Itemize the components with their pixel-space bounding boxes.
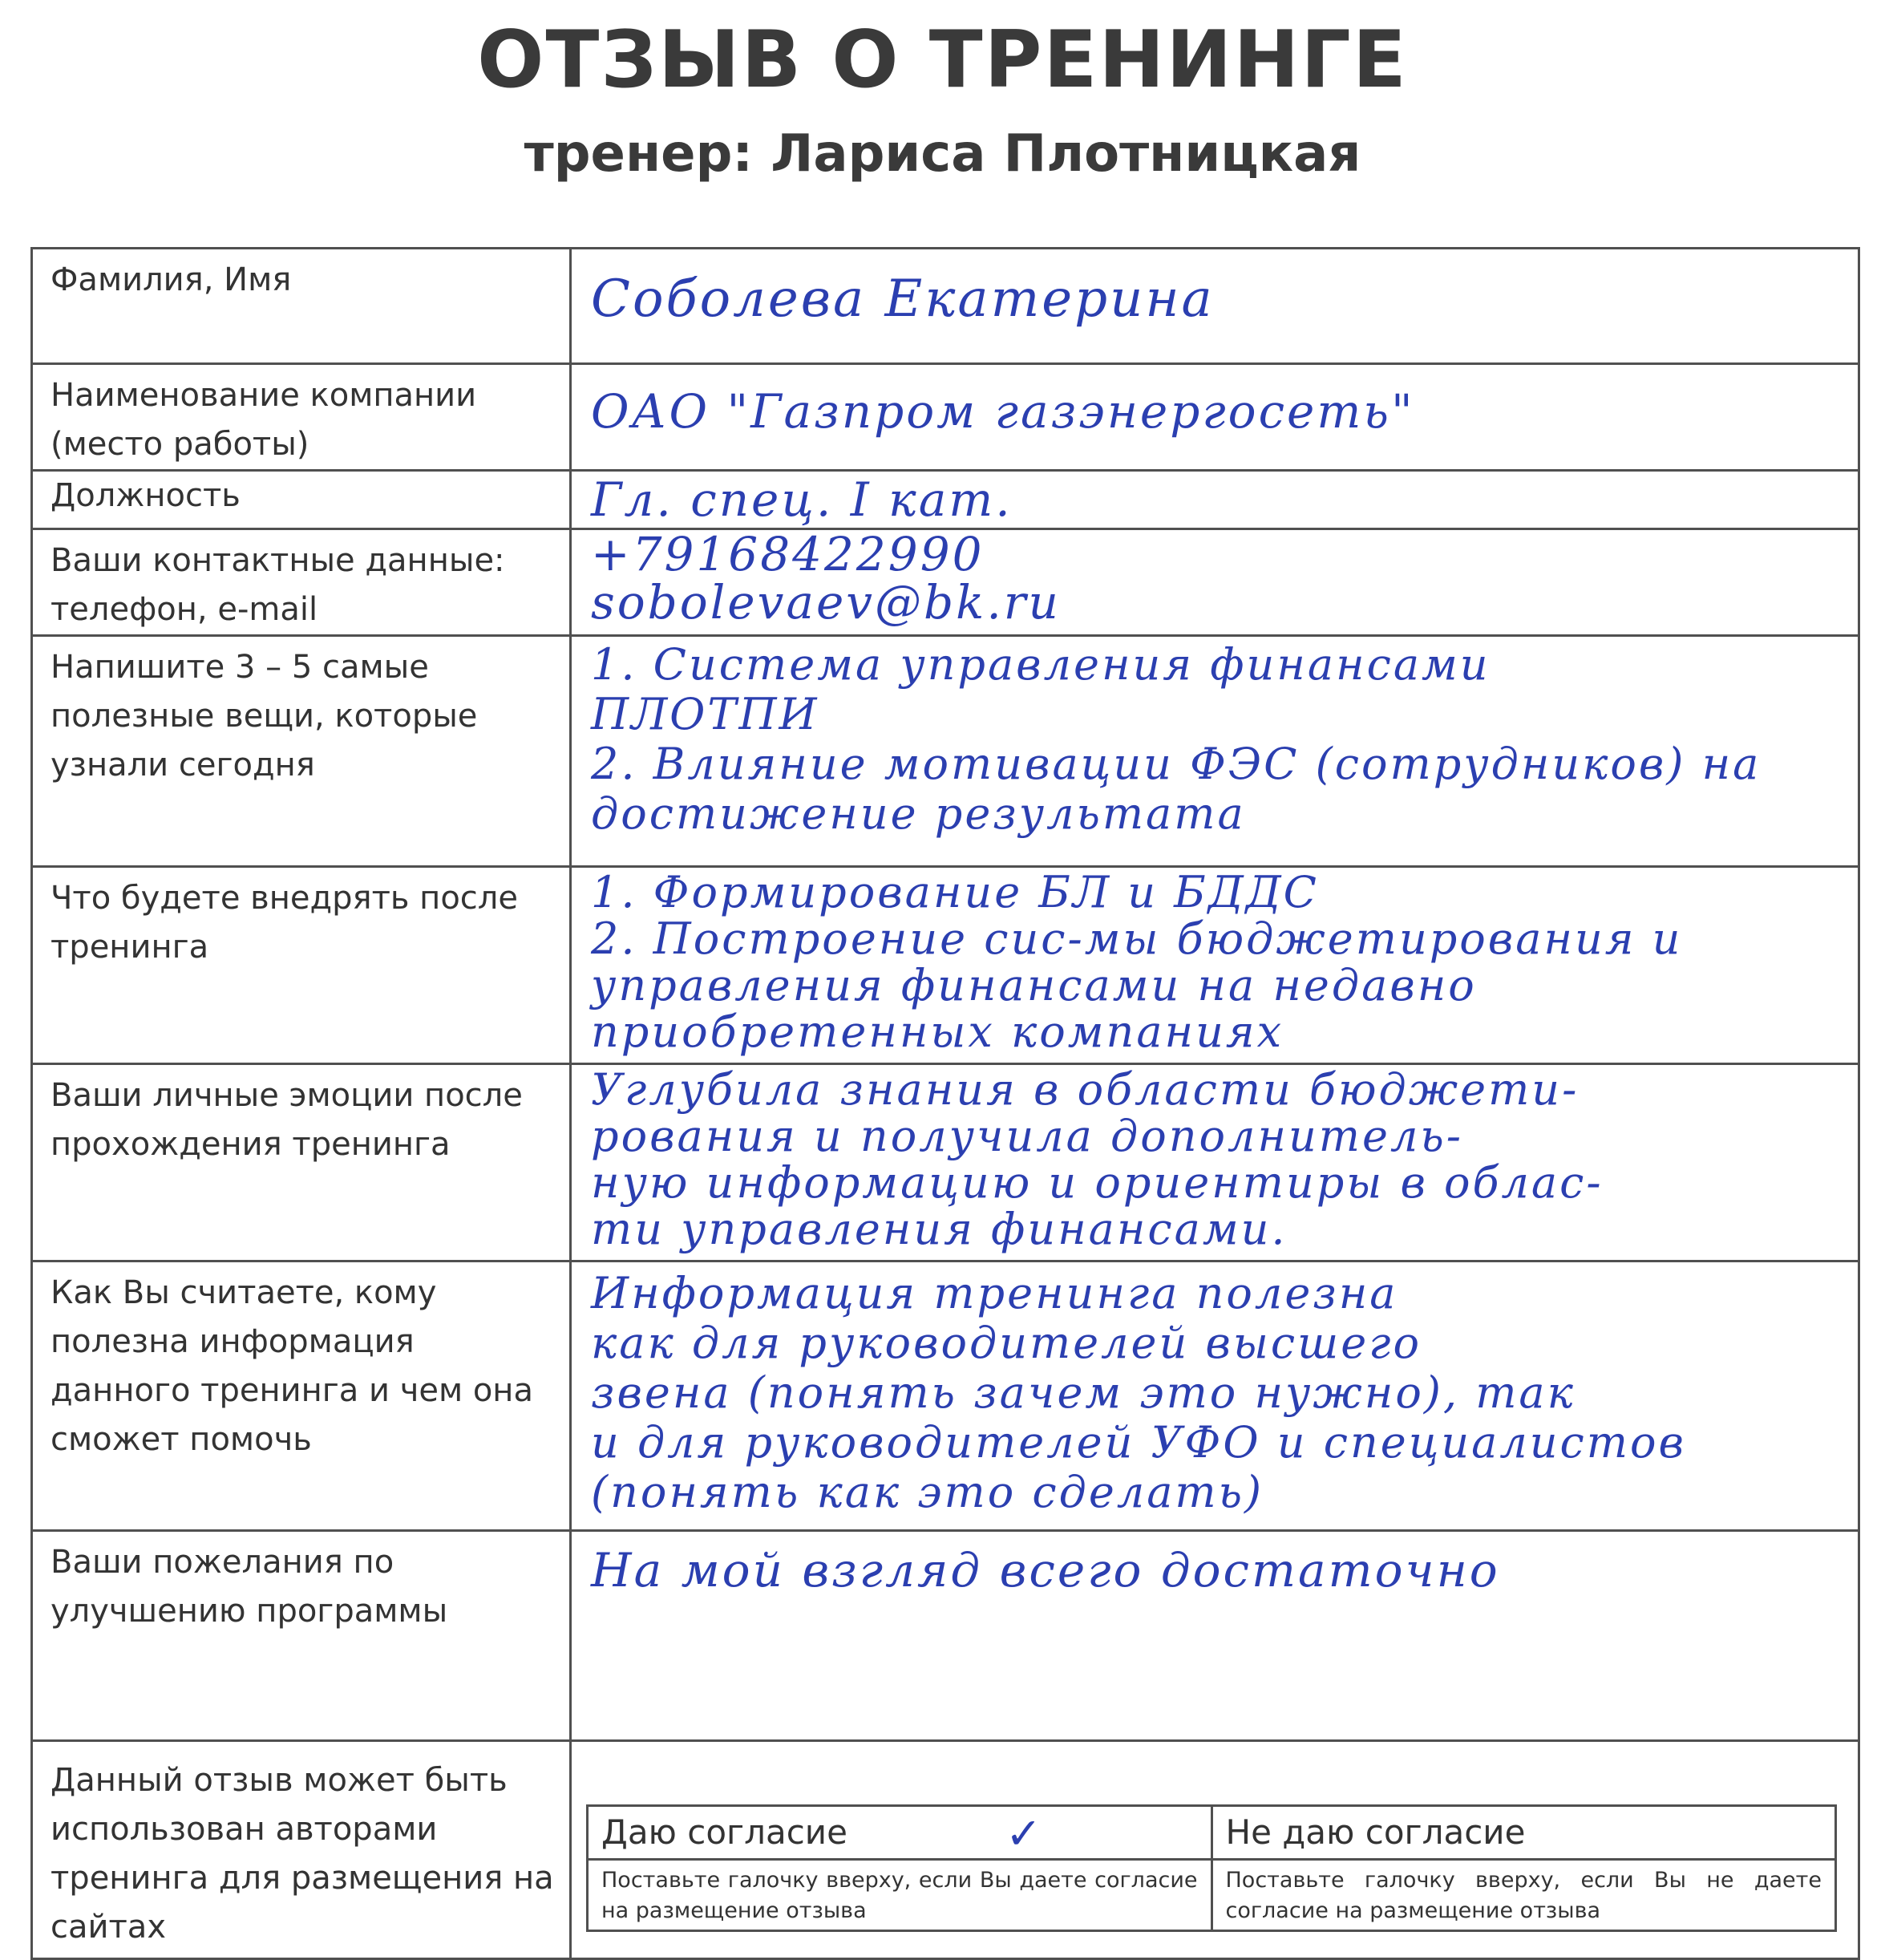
consent-block (572, 1742, 1858, 1932)
agree-header[interactable] (589, 1807, 1211, 1858)
disagree-header[interactable] (1213, 1807, 1835, 1858)
form-row-position (32, 471, 1859, 529)
answer-cell[interactable] (571, 364, 1859, 471)
field-label-useful-things: Напишите 3 – 5 самые полезные вещи, которые узнали сегодня (51, 649, 478, 784)
label-cell (32, 636, 571, 867)
answer-emotions: Углубила знания в области бюджети- рования и получила дополнитель- ную информацию и ориентиры в облас- ти управления финансами. (591, 1064, 1604, 1254)
form-row-company (32, 364, 1859, 471)
form-row-consent (32, 1741, 1859, 1959)
answer-cell[interactable] (571, 1531, 1859, 1741)
agree-label: Даю согласие (601, 1812, 847, 1852)
answer-cell[interactable] (571, 1064, 1859, 1261)
form-row-wishes (32, 1531, 1859, 1741)
field-label-emotions: Ваши личные эмоции после прохождения тренинга (51, 1077, 523, 1163)
form-row-name (32, 249, 1859, 364)
field-label-contacts: Ваши контактные данные: телефон, e-mail (51, 542, 505, 628)
answer-wishes: На мой взгляд всего достаточно (591, 1543, 1500, 1598)
field-label-consent: Данный отзыв может быть использован авторами тренинга для размещения на сайтах (51, 1762, 554, 1946)
checkmark-icon: ✓ (1005, 1808, 1042, 1859)
label-cell (32, 1064, 571, 1261)
label-cell (32, 249, 571, 364)
consent-table (586, 1804, 1837, 1932)
disagree-checkbox-area[interactable] (1211, 1806, 1836, 1860)
form-row-emotions (32, 1064, 1859, 1261)
label-cell (32, 1261, 571, 1531)
agree-note-cell (588, 1860, 1212, 1931)
answer-usefulness: Информация тренинга полезна как для руководителей высшего звена (понять зачем это нужно), так и для руководителей УФО и специалистов (понять как это сделать) (591, 1268, 1686, 1517)
field-label-usefulness: Как Вы считаете, кому полезна информация данного тренинга и чем она сможет помочь (51, 1274, 533, 1458)
label-cell (32, 364, 571, 471)
form-row-implement (32, 867, 1859, 1064)
field-label-position: Должность (51, 477, 241, 514)
answer-position: Гл. спец. I кат. (591, 472, 1013, 527)
trainer-subtitle: тренер: Лариса Плотницкая (524, 124, 1361, 184)
label-cell (32, 529, 571, 636)
answer-cell[interactable] (571, 471, 1859, 529)
answer-name: Соболева Екатерина (591, 269, 1215, 329)
label-cell (32, 471, 571, 529)
answer-cell[interactable] (571, 636, 1859, 867)
field-label-wishes: Ваши пожелания по улучшению программы (51, 1544, 448, 1630)
field-label-implement: Что будете внедрять после тренинга (51, 880, 518, 966)
answer-cell[interactable] (571, 529, 1859, 636)
answer-cell[interactable] (571, 249, 1859, 364)
form-row-contacts (32, 529, 1859, 636)
answer-contacts: +79168422990 sobolevaev@bk.ru (591, 527, 1061, 630)
disagree-note-cell (1211, 1860, 1836, 1931)
answer-useful-things: 1. Система управления финансами ПЛОТПИ 2. Влияние мотивации ФЭС (сотрудников) на достижение результата (591, 639, 1762, 839)
answer-company: ОАО "Газпром газэнергосеть" (591, 384, 1415, 439)
answer-cell[interactable] (571, 1261, 1859, 1531)
consent-cell (571, 1741, 1859, 1959)
page-title: ОТЗЫВ О ТРЕНИНГЕ (477, 14, 1408, 106)
label-cell (32, 1741, 571, 1959)
field-label-company: Наименование компании (место работы) (51, 377, 477, 463)
agree-note: Поставьте галочку вверху, если Вы даете согласие на размещение отзыва (601, 1868, 1198, 1923)
feedback-form-table (30, 247, 1860, 1960)
disagree-note: Поставьте галочку вверху, если Вы не даете согласие на размещение отзыва (1225, 1868, 1822, 1923)
label-cell (32, 867, 571, 1064)
answer-cell[interactable] (571, 867, 1859, 1064)
field-label-name: Фамилия, Имя (51, 261, 292, 298)
agree-checkbox-area[interactable] (588, 1806, 1212, 1860)
label-cell (32, 1531, 571, 1741)
form-row-usefulness (32, 1261, 1859, 1531)
disagree-label: Не даю согласие (1225, 1812, 1526, 1852)
form-row-useful-things (32, 636, 1859, 867)
answer-implement: 1. Формирование БЛ и БДДС 2. Построение сис-мы бюджетирования и управления финансами на недавно приобретенных компаниях (591, 867, 1683, 1057)
